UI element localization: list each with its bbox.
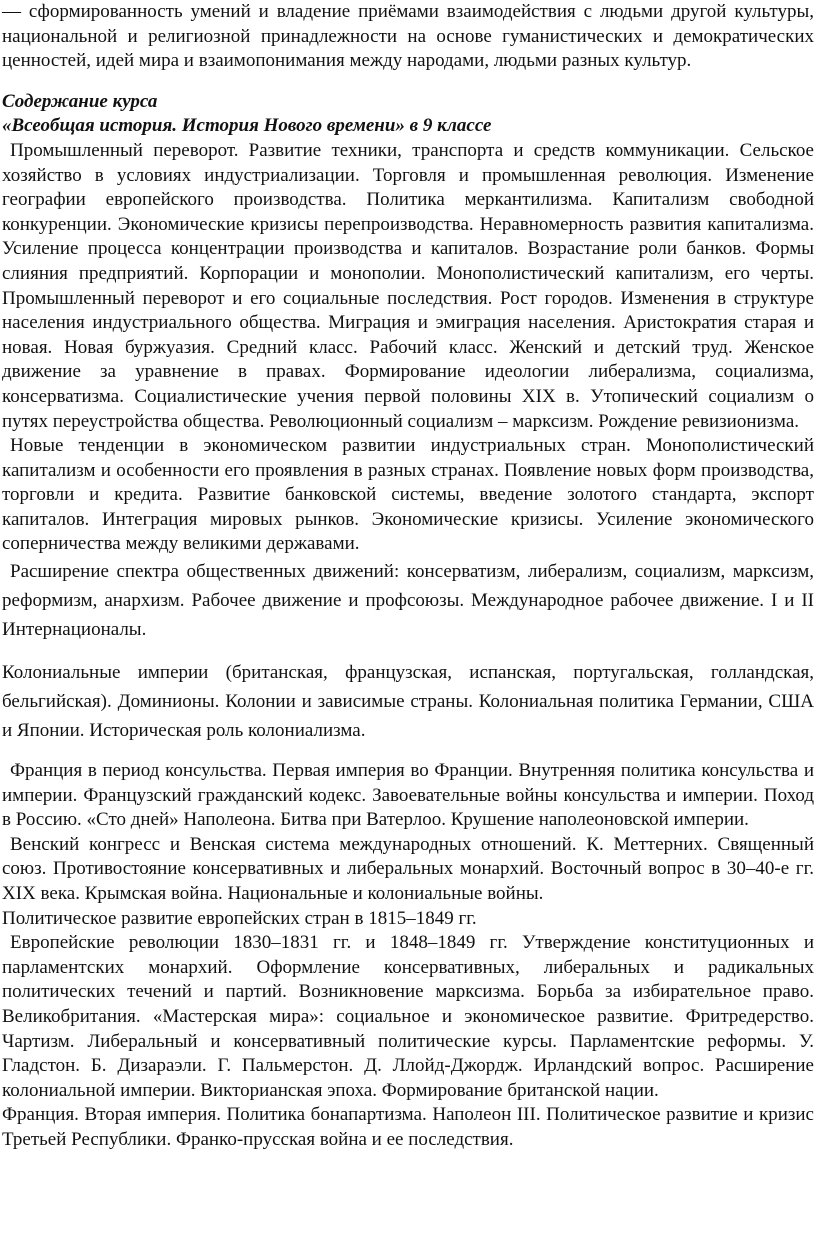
course-content-heading: Содержание курса [2,90,158,112]
paragraph-vienna-congress: Венский конгресс и Венская система международных отношений. К. Меттерних. Священный союз. Противостояние консервативных и либеральных монархий. Восточный вопрос в 30–40-е гг. XIX века. Крымская война. Национальные и колониальные войны. [2,833,814,905]
paragraph-france-second-empire: Франция. Вторая империя. Политика бонапартизма. Наполеон III. Политическое развитие и кризис Третьей Республики. Франко-прусская война и ее последствия. [2,1104,814,1150]
paragraph-economic-trends: Новые тенденции в экономическом развитии индустриальных стран. Монополистический капитализм и особенности его проявления в разных странах. Появление новых форм производства, торговли и кредита. Развитие банковской системы, введение золотого стандарта, экспорт капиталов. Интеграция мировых рынков. Экономические кризисы. Усиление экономического соперничества между великими державами. [2,435,814,555]
intro-paragraph: — сформированность умений и владение приёмами взаимодействия с людьми другой культуры, национальной и религиозной принадлежности на основе гуманистических и демократических ценностей, идей мира и взаимопонимания между народами, людьми разных культур. [2,1,814,72]
paragraph-political-development-heading: Политическое развитие европейских стран в 1815–1849 гг. [2,907,477,929]
paragraph-colonial-empires: Колониальные империи (британская, французская, испанская, португальская, голландская, бельгийская). Доминионы. Колонии и зависимые страны. Колониальная политика Германии, США и Японии. Историческая роль колониализма. [2,662,814,742]
paragraph-france-consulate: Франция в период консульства. Первая империя во Франции. Внутренняя политика консульства и империи. Французский гражданский кодекс. Завоевательные войны консульства и империи. Поход в Россию. «Сто дней» Наполеона. Битва при Ватерлоо. Крушение наполеоновской империи. [2,760,814,831]
paragraph-industrial-revolution: Промышленный переворот. Развитие техники, транспорта и средств коммуникации. Сельское хозяйство в условиях индустриализации. Торговля и промышленная революция. Изменение географии европейского производства. Политика меркантилизма. Капитализм свободной конкуренции. Экономические кризисы перепроизводства. Неравномерность развития капитализма. Усиление процесса концентрации производства и капиталов. Возрастание роли банков. Формы слияния предприятий. Корпорации и монополии. Монополистический капитализм, его черты. Промышленный переворот и его социальные последствия. Рост городов. Изменения в структуре населения индустриального общества. Миграция и эмиграция населения. Аристократия старая и новая. Новая буржуазия. Средний класс. Рабочий класс. Женский и детский труд. Женское движение за уравнение в правах. Формирование идеологии либерализма, социализма, консерватизма. Социалистические учения первой половины XIX в. Утопический социализм о путях переустройства общества. Революционный социализм – марксизм. Рождение ревизионизма. [2,139,814,432]
paragraph-european-revolutions: Европейские революции 1830–1831 гг. и 1848–1849 гг. Утверждение конституционных и парламентских монархий. Оформление консервативных, либеральных и радикальных политических течений и партий. Возникновение марксизма. Борьба за избирательное право. Великобритания. «Мастерская мира»: социальное и экономическое развитие. Фритредерство. Чартизм. Либеральный и консервативный политические курсы. Парламентские реформы. У. Гладстон. Б. Дизараэли. Г. Пальмерстон. Д. Ллойд-Джордж. Ирландский вопрос. Расширение колониальной империи. Викторианская эпоха. Формирование британской нации. [2,932,814,1101]
course-title-heading: «Всеобщая история. История Нового времени» в 9 классе [2,115,492,137]
paragraph-social-movements: Расширение спектра общественных движений: консерватизм, либерализм, социализм, марксизм, реформизм, анархизм. Рабочее движение и профсоюзы. Международное рабочее движение. I и II Интернационалы. [2,561,814,641]
